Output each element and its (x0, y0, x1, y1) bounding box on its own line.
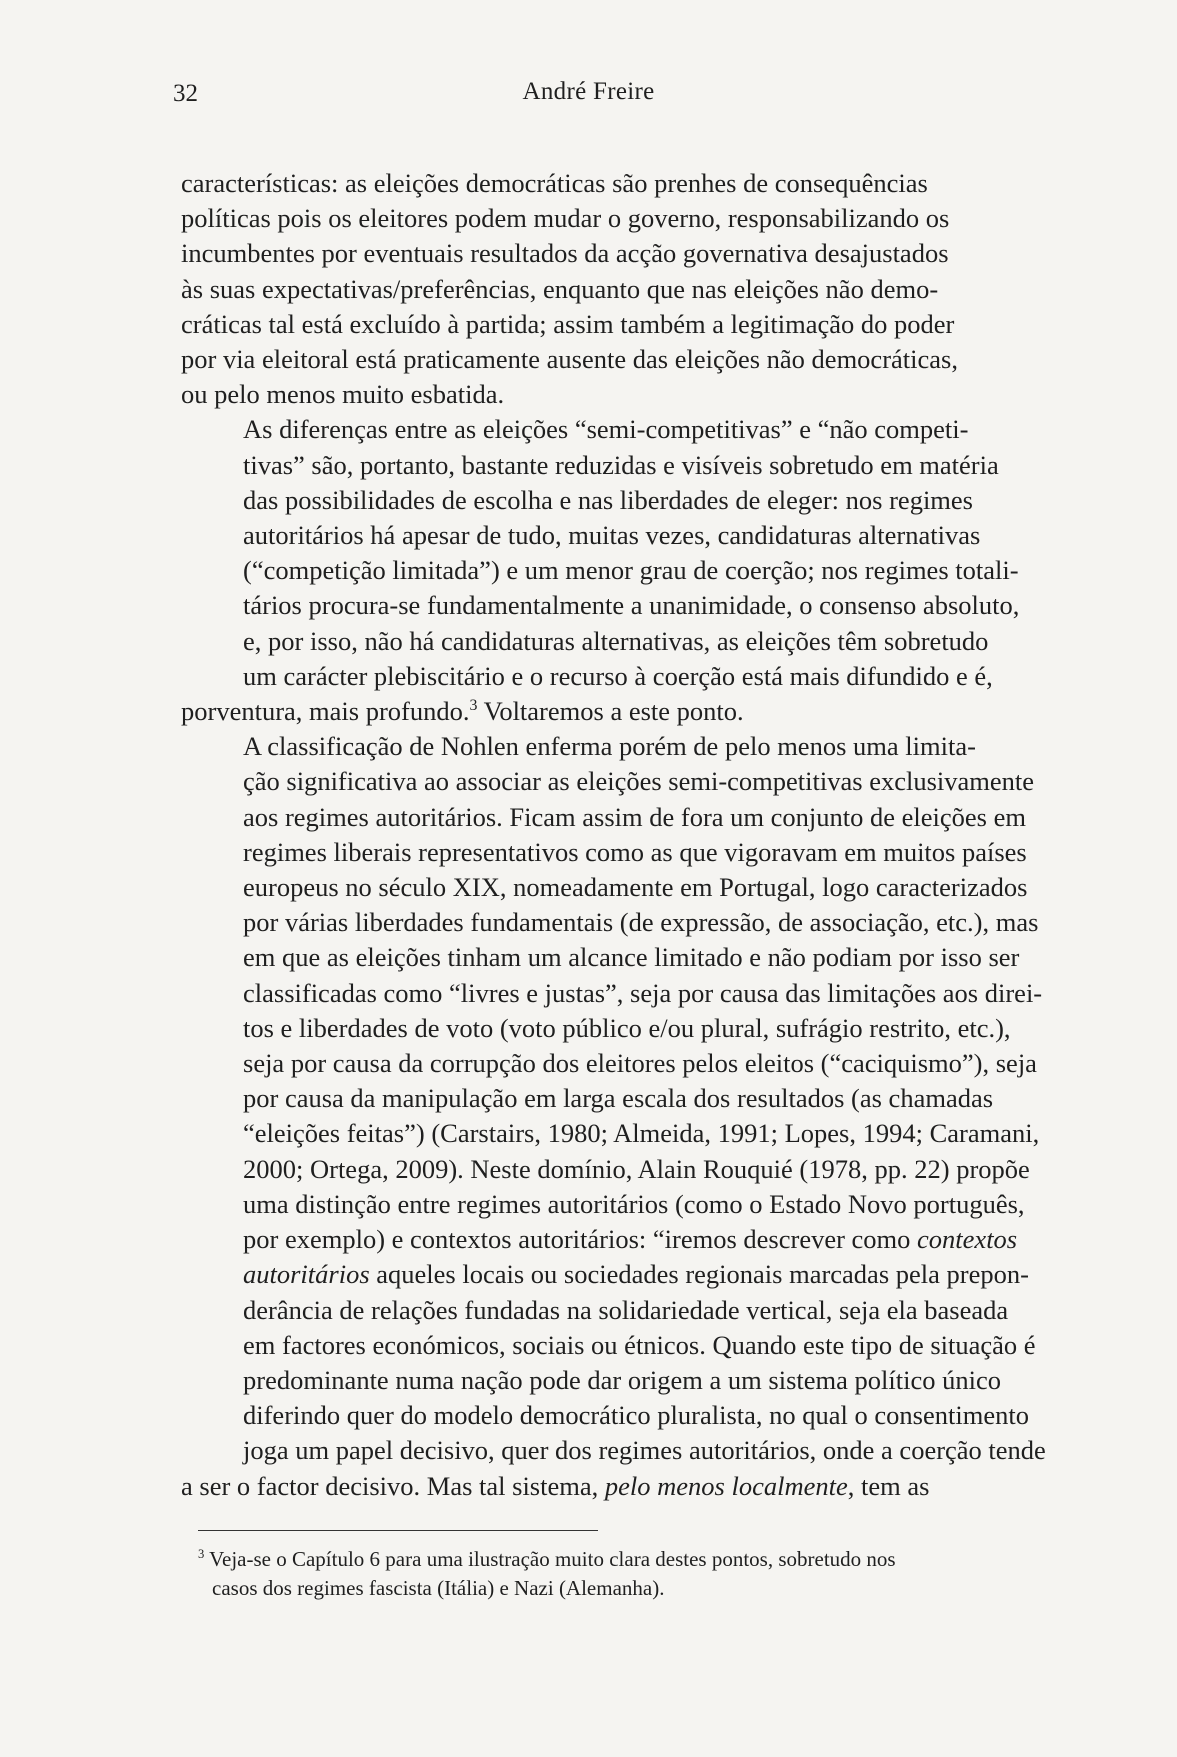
text-line: “eleições feitas”) (Carstairs, 1980; Almeida, 1991; Lopes, 1994; Caramani, (243, 1118, 1040, 1149)
text-line: aos regimes autoritários. Ficam assim de fora um conjunto de eleições em (243, 801, 1026, 832)
paragraph-2 (181, 412, 1101, 729)
text-line: e, por isso, não há candidaturas alternativas, as eleições têm sobretudo (243, 625, 989, 656)
text-line: das possibilidades de escolha e nas liberdades de eleger: nos regimes (243, 484, 973, 515)
text-line: porventura, mais profundo.$^3$ Voltaremos a este ponto. (181, 696, 744, 727)
text-line: políticas pois os eleitores podem mudar o governo, responsabilizando os (181, 203, 950, 234)
text-line: em factores económicos, sociais ou étnicos. Quando este tipo de situação é (243, 1329, 1036, 1360)
text-line: por via eleitoral está praticamente ausente das eleições não democráticas, (181, 344, 958, 375)
text-line: predominante numa nação pode dar origem a um sistema político único (243, 1364, 1001, 1395)
text-line: autoritários há apesar de tudo, muitas vezes, candidaturas alternativas (243, 520, 981, 551)
text-line: por causa da manipulação em larga escala dos resultados (as chamadas (243, 1083, 994, 1114)
body-text (181, 166, 1101, 1504)
italic-term: pelo menos localmente (604, 1470, 848, 1501)
text-line: tos e liberdades de voto (voto público e/ou plural, sufrágio restrito, etc.), (243, 1012, 1011, 1043)
text-line: A classificação de Nohlen enferma porém de pelo menos uma limita- (243, 731, 976, 762)
footnote-number: 3 (198, 1547, 205, 1561)
italic-term: autoritários (243, 1259, 370, 1290)
footnote (198, 1545, 1103, 1603)
running-head-author: André Freire (522, 78, 655, 105)
text-line: As diferenças entre as eleições “semi-competitivas” e “não competi- (243, 414, 969, 445)
text-line: características: as eleições democráticas são prenhes de consequências (181, 168, 928, 198)
text-line: por várias liberdades fundamentais (de expressão, de associação, etc.), mas (243, 907, 1039, 938)
text-line: regimes liberais representativos como as que vigoravam em muitos países (243, 836, 1027, 867)
footnote-line: casos dos regimes fascista (Itália) e Nazi (Alemanha). (212, 1576, 665, 1600)
text-line: europeus no século XIX, nomeadamente em Portugal, logo caracterizados (243, 872, 1028, 903)
text-line: incumbentes por eventuais resultados da acção governativa desajustados (181, 238, 949, 269)
text-line: tivas” são, portanto, bastante reduzidas e visíveis sobretudo em matéria (243, 449, 999, 480)
text-line: a ser o factor decisivo. Mas tal sistema, pelo menos localmente, tem as (181, 1470, 930, 1501)
text-line: por exemplo) e contextos autoritários: “iremos descrever como contextos (243, 1224, 1018, 1255)
text-line: ção significativa ao associar as eleições semi-competitivas exclusivamente (243, 766, 1035, 797)
text-line: tários procura-se fundamentalmente a unanimidade, o consenso absoluto, (243, 590, 1020, 621)
text-line: 2000; Ortega, 2009). Neste domínio, Alain Rouquié (1978, pp. 22) propõe (243, 1153, 1030, 1184)
paragraph-3 (181, 729, 1101, 1503)
text-line: uma distinção entre regimes autoritários (como o Estado Novo português, (243, 1188, 1025, 1219)
text-line: cráticas tal está excluído à partida; assim também a legitimação do poder (181, 308, 955, 339)
page-number: 32 (173, 80, 198, 107)
text-line: um carácter plebiscitário e o recurso à coerção está mais difundido e é, (243, 660, 993, 691)
text-line: ou pelo menos muito esbatida. (181, 379, 505, 410)
text-line: derância de relações fundadas na solidariedade vertical, seja ela baseada (243, 1294, 1009, 1325)
footnote-reference[interactable]: 3 (469, 697, 478, 715)
text-line: em que as eleições tinham um alcance limitado e não podiam por isso ser (243, 942, 1020, 973)
text-line: classificadas como “livres e justas”, seja por causa das limitações aos direi- (243, 977, 1043, 1008)
text-line: joga um papel decisivo, quer dos regimes autoritários, onde a coerção tende (243, 1435, 1046, 1466)
text-line: seja por causa da corrupção dos eleitores pelos eleitos (“caciquismo”), seja (243, 1048, 1037, 1079)
paragraph-1 (181, 166, 1101, 412)
footnote-line: $^3$ Veja-se o Capítulo 6 para uma ilustração muito clara destes pontos, sobretudo nos (198, 1547, 896, 1571)
italic-term: contextos (917, 1224, 1018, 1255)
text-line: (“competição limitada”) e um menor grau de coerção; nos regimes totali- (243, 555, 1019, 586)
text-line: diferindo quer do modelo democrático pluralista, no qual o consentimento (243, 1400, 1029, 1431)
text-line: autoritários aqueles locais ou sociedades regionais marcadas pela prepon- (243, 1259, 1029, 1290)
footnote-divider (198, 1530, 598, 1531)
text-line: às suas expectativas/preferências, enquanto que nas eleições não demo- (181, 273, 939, 304)
